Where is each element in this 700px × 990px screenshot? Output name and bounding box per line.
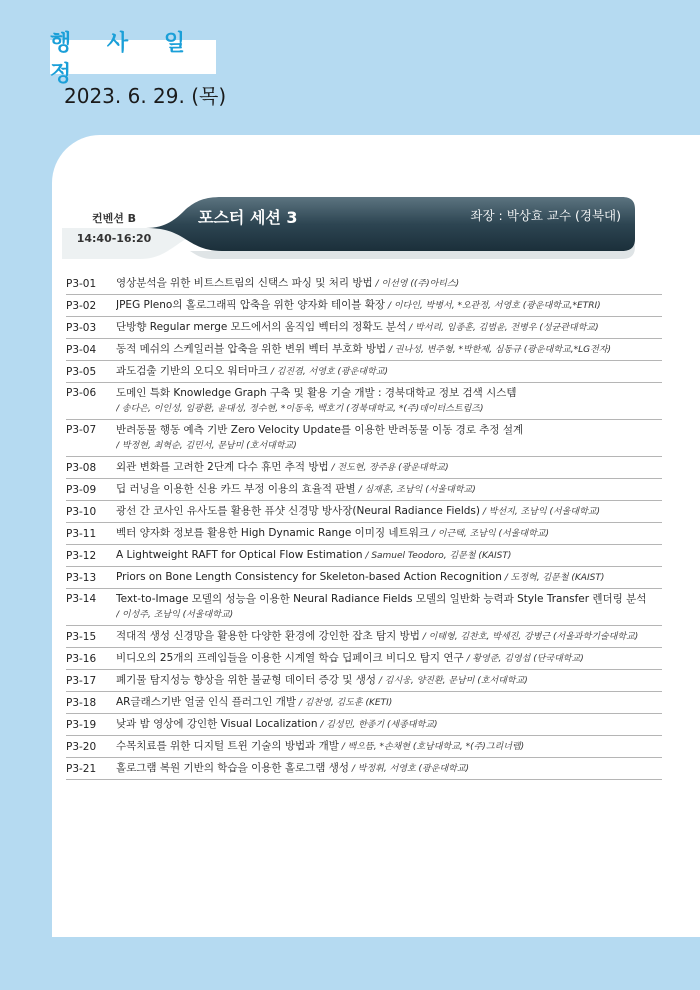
paper-authors: 전도현, 장주용 (광운대학교) bbox=[337, 462, 449, 473]
paper-authors: 권나성, 변주형, *박한제, 심동규 (광운대학교,*LG전자) bbox=[394, 344, 611, 355]
paper-authors: 백으뜸, *손채현 (호남대학교, *(주)그리너랩) bbox=[347, 741, 525, 752]
author-separator: / bbox=[349, 763, 358, 774]
paper-authors-line bbox=[373, 279, 460, 289]
author-separator: / bbox=[295, 697, 305, 708]
paper-authors: 도정혁, 김문철 (KAIST) bbox=[510, 572, 605, 583]
paper-row bbox=[66, 420, 662, 457]
paper-authors-line bbox=[420, 632, 638, 642]
paper-entry bbox=[116, 628, 662, 646]
paper-code: P3-16 bbox=[66, 652, 97, 665]
paper-authors: Samuel Teodoro, 김문철 (KAIST) bbox=[371, 550, 512, 561]
paper-row bbox=[66, 523, 662, 545]
paper-row bbox=[66, 295, 662, 317]
paper-code: P3-12 bbox=[66, 549, 97, 562]
paper-authors-line bbox=[385, 301, 601, 311]
paper-authors: 김성민, 한종기 (세종대학교) bbox=[326, 719, 438, 730]
paper-title: A Lightweight RAFT for Optical Flow Estimation bbox=[116, 548, 363, 561]
paper-title: JPEG Pleno의 홀로그래픽 압축을 위한 양자화 테이블 확장 bbox=[116, 298, 386, 311]
author-separator: / bbox=[317, 719, 327, 730]
paper-authors: 송다은, 이인성, 임광환, 윤대성, 정수현, *이동욱, 백호기 (경북대학교, *(주)데이터스트림즈) bbox=[121, 404, 484, 414]
session-title: 포스터 세션 3 bbox=[198, 208, 298, 227]
paper-row bbox=[66, 567, 662, 589]
paper-entry bbox=[116, 481, 662, 499]
paper-authors: 이근택, 조남익 (서울대학교) bbox=[437, 528, 550, 539]
paper-code: P3-05 bbox=[66, 365, 97, 378]
author-separator: / bbox=[116, 441, 122, 451]
paper-entry bbox=[116, 459, 662, 477]
paper-authors: 김시웅, 양진환, 문남미 (호서대학교) bbox=[384, 675, 528, 686]
paper-row bbox=[66, 692, 662, 714]
paper-row bbox=[66, 457, 662, 479]
session-venue: 컨벤션 B bbox=[91, 212, 137, 225]
paper-title: Text-to-Image 모델의 성능을 이용한 Neural Radiance Fields 모델의 일반화 능력과 Style Transfer 렌더링 분석 bbox=[116, 593, 647, 605]
author-separator: / bbox=[355, 484, 365, 495]
author-separator: / bbox=[419, 631, 429, 642]
paper-entry bbox=[116, 694, 662, 712]
paper-entry bbox=[116, 738, 662, 756]
paper-authors-line bbox=[480, 507, 600, 517]
paper-code: P3-08 bbox=[66, 461, 97, 474]
paper-row bbox=[66, 273, 662, 295]
author-separator: / bbox=[362, 550, 372, 561]
paper-code: P3-06 bbox=[66, 387, 97, 399]
page-title: 행 사 일 정 bbox=[50, 31, 200, 87]
paper-authors-line bbox=[339, 742, 524, 752]
paper-row bbox=[66, 383, 662, 420]
paper-authors-line bbox=[406, 323, 598, 333]
paper-code: P3-01 bbox=[66, 277, 97, 290]
paper-title: 단방향 Regular merge 모드에서의 움직임 벡터의 정확도 분석 bbox=[116, 320, 407, 333]
paper-entry bbox=[116, 385, 662, 417]
paper-code: P3-21 bbox=[66, 762, 97, 775]
paper-entry bbox=[116, 569, 662, 587]
paper-title: Priors on Bone Length Consistency for Skeleton-based Action Recognition bbox=[116, 570, 502, 583]
paper-code: P3-11 bbox=[66, 527, 97, 540]
paper-code: P3-03 bbox=[66, 321, 97, 334]
paper-entry bbox=[116, 297, 662, 315]
paper-row bbox=[66, 648, 662, 670]
paper-authors-line bbox=[116, 401, 662, 417]
paper-authors: 박정현, 최혁순, 김민서, 문남미 (호서대학교) bbox=[121, 441, 297, 451]
paper-title: 수목치료를 위한 디지털 트윈 기술의 방법과 개발 bbox=[116, 739, 339, 752]
paper-authors: 김진겸, 서영호 (광운대학교) bbox=[276, 366, 389, 377]
author-separator: / bbox=[116, 610, 122, 620]
paper-authors-line bbox=[116, 607, 662, 623]
paper-code: P3-09 bbox=[66, 483, 97, 496]
paper-title: 딥 러닝을 이용한 신용 카드 부정 이용의 효율적 판별 bbox=[116, 482, 356, 495]
paper-list bbox=[66, 273, 662, 780]
paper-authors: 박선지, 조남익 (서울대학교) bbox=[488, 506, 600, 517]
paper-code: P3-17 bbox=[66, 674, 97, 687]
paper-row bbox=[66, 758, 662, 780]
paper-authors: 이태형, 김찬호, 박세진, 강병근 (서울과학기술대학교) bbox=[428, 631, 639, 642]
paper-authors-line bbox=[429, 529, 549, 539]
schedule-card bbox=[52, 135, 700, 937]
paper-code: P3-20 bbox=[66, 740, 97, 753]
paper-authors-line bbox=[376, 676, 528, 686]
paper-entry bbox=[116, 275, 662, 293]
paper-code: P3-10 bbox=[66, 505, 97, 518]
paper-row bbox=[66, 545, 662, 567]
paper-code: P3-13 bbox=[66, 571, 97, 584]
paper-title: 폐기물 탐지성능 향상을 위한 불균형 데이터 증강 및 생성 bbox=[116, 673, 376, 686]
paper-authors-line bbox=[268, 367, 388, 377]
paper-authors: 김찬영, 김도훈 (KETI) bbox=[304, 697, 393, 708]
paper-entry bbox=[116, 503, 662, 521]
author-separator: / bbox=[479, 506, 489, 517]
paper-entry bbox=[116, 422, 662, 454]
paper-row bbox=[66, 714, 662, 736]
paper-entry bbox=[116, 716, 662, 734]
paper-title: 광선 간 코사인 유사도를 활용한 퓨샷 신경망 방사장(Neural Radiance Fields) bbox=[116, 504, 480, 517]
paper-entry bbox=[116, 591, 662, 623]
paper-title: 홀로그램 복원 기반의 학습을 이용한 홀로그램 생성 bbox=[116, 761, 350, 774]
author-separator: / bbox=[385, 300, 394, 311]
paper-authors: 심재훈, 조남익 (서울대학교) bbox=[364, 484, 476, 495]
author-separator: / bbox=[386, 344, 395, 355]
paper-row bbox=[66, 589, 662, 626]
paper-title: 낮과 밤 영상에 강인한 Visual Localization bbox=[116, 717, 318, 730]
paper-title: AR글래스기반 얼굴 인식 플러그인 개발 bbox=[116, 695, 296, 708]
paper-title: 도메인 특화 Knowledge Graph 구축 및 활용 기술 개발 : 경북대학교 정보 검색 시스템 bbox=[116, 387, 517, 399]
author-separator: / bbox=[338, 741, 348, 752]
session-chair: 좌장 : 박상효 교수 (경북대) bbox=[470, 208, 621, 223]
paper-code: P3-15 bbox=[66, 630, 97, 643]
author-separator: / bbox=[463, 653, 473, 664]
paper-row bbox=[66, 361, 662, 383]
paper-authors: 이성주, 조남익 (서울대학교) bbox=[121, 610, 234, 620]
paper-row bbox=[66, 317, 662, 339]
paper-authors-line bbox=[116, 438, 662, 454]
paper-title: 동적 메쉬의 스케일러블 압축을 위한 변위 벡터 부호화 방법 bbox=[116, 342, 387, 355]
paper-authors-line bbox=[356, 485, 476, 495]
paper-authors: 박정휘, 서영호 (광운대학교) bbox=[357, 763, 470, 774]
paper-row bbox=[66, 736, 662, 758]
paper-entry bbox=[116, 341, 662, 359]
paper-entry bbox=[116, 319, 662, 337]
paper-title: 벡터 양자화 정보를 활용한 High Dynamic Range 이미징 네트워크 bbox=[116, 526, 429, 539]
paper-title: 과도검출 기반의 오디오 워터마크 bbox=[116, 364, 269, 377]
page-title-box bbox=[50, 31, 216, 87]
paper-authors: 이선영 ((주)아티스) bbox=[381, 278, 460, 289]
paper-row bbox=[66, 501, 662, 523]
session-time: 14:40-16:20 bbox=[76, 232, 152, 245]
author-separator: / bbox=[268, 366, 277, 377]
author-separator: / bbox=[406, 322, 416, 333]
author-separator: / bbox=[501, 572, 511, 583]
paper-title: 영상분석을 위한 비트스트림의 신택스 파싱 및 처리 방법 bbox=[116, 276, 373, 289]
paper-entry bbox=[116, 760, 662, 778]
session-banner bbox=[62, 197, 635, 259]
paper-row bbox=[66, 670, 662, 692]
paper-title: 적대적 생성 신경망을 활용한 다양한 환경에 강인한 잡초 탐지 방법 bbox=[116, 629, 420, 642]
author-separator: / bbox=[328, 462, 338, 473]
paper-code: P3-19 bbox=[66, 718, 97, 731]
paper-authors: 이다인, 박병서, *오관정, 서영호 (광운대학교,*ETRI) bbox=[393, 300, 601, 311]
author-separator: / bbox=[372, 278, 382, 289]
paper-title: 비디오의 25개의 프레임들을 이용한 시계열 학습 딥페이크 비디오 탐지 연구 bbox=[116, 651, 464, 664]
paper-authors: 황영준, 김영섭 (단국대학교) bbox=[472, 653, 584, 664]
paper-authors-line bbox=[386, 345, 611, 355]
author-separator: / bbox=[429, 528, 438, 539]
paper-entry bbox=[116, 363, 662, 381]
paper-title: 반려동물 행동 예측 기반 Zero Velocity Update를 이용한 반려동물 이동 경로 추정 설계 bbox=[116, 424, 524, 436]
paper-entry bbox=[116, 525, 662, 543]
paper-row bbox=[66, 339, 662, 361]
paper-row bbox=[66, 626, 662, 648]
paper-entry bbox=[116, 650, 662, 668]
paper-entry bbox=[116, 547, 662, 565]
paper-authors-line bbox=[296, 698, 392, 708]
paper-authors: 박서리, 임종훈, 김범윤, 전병우 (성균관대학교) bbox=[415, 322, 599, 333]
paper-authors-line bbox=[363, 551, 512, 561]
paper-authors-line bbox=[502, 573, 604, 583]
paper-title: 외관 변화를 고려한 2단계 다수 휴먼 추적 방법 bbox=[116, 460, 329, 473]
paper-row bbox=[66, 479, 662, 501]
author-separator: / bbox=[376, 675, 385, 686]
paper-authors-line bbox=[318, 720, 438, 730]
event-date: 2023. 6. 29. (목) bbox=[64, 84, 227, 108]
paper-code: P3-04 bbox=[66, 343, 97, 356]
paper-authors-line bbox=[329, 463, 449, 473]
paper-entry bbox=[116, 672, 662, 690]
paper-authors-line bbox=[464, 654, 584, 664]
paper-code: P3-14 bbox=[66, 593, 97, 605]
paper-code: P3-07 bbox=[66, 424, 97, 436]
paper-authors-line bbox=[349, 764, 469, 774]
author-separator: / bbox=[116, 404, 122, 414]
paper-code: P3-02 bbox=[66, 299, 97, 312]
paper-code: P3-18 bbox=[66, 696, 97, 709]
